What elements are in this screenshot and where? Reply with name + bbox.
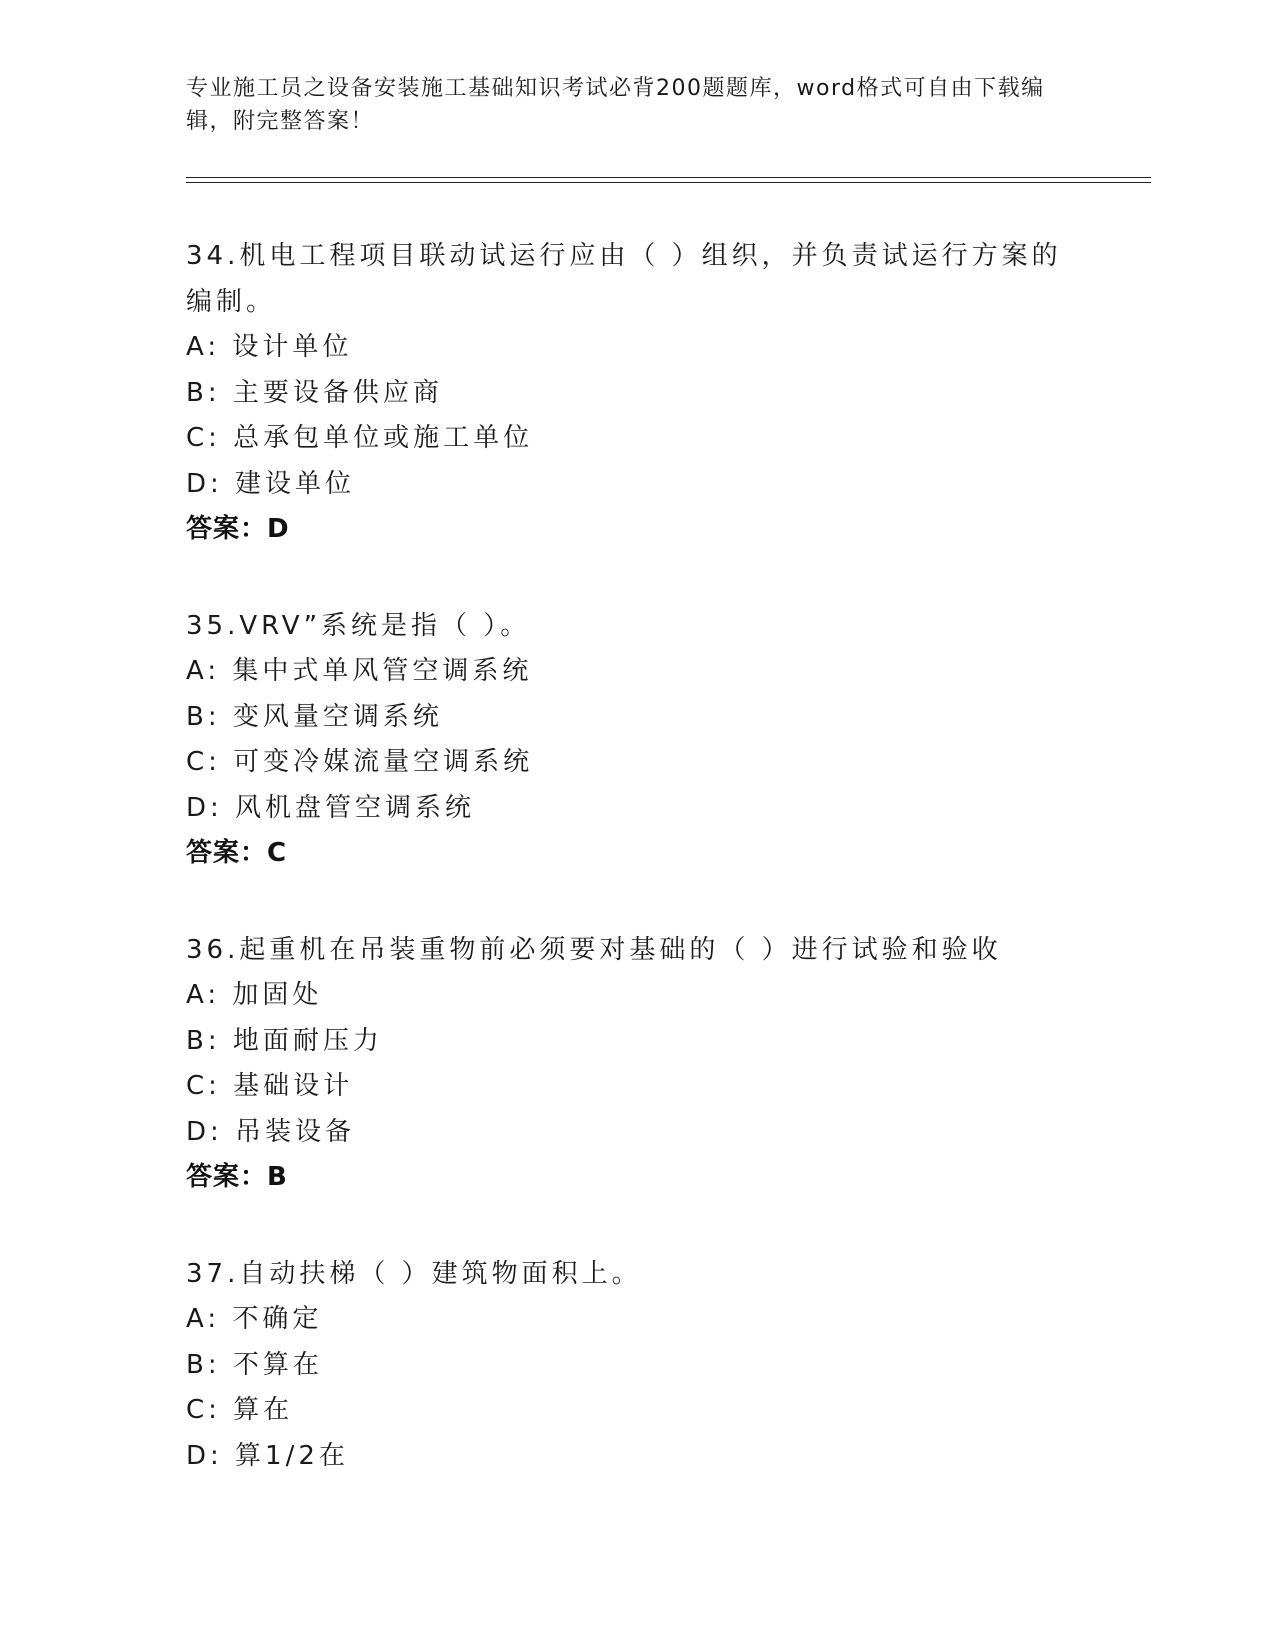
option-a: A: 集中式单风管空调系统 — [186, 656, 533, 686]
question-34 — [186, 234, 1086, 553]
answer-label: 答案：C — [186, 838, 288, 868]
question-text: 35.VRV”系统是指（ ）。 — [186, 610, 531, 641]
option-b: B: 地面耐压力 — [186, 1025, 383, 1056]
option-a: A: 不确定 — [186, 1304, 323, 1334]
option-a: A: 设计单位 — [186, 332, 353, 362]
option-b: B: 主要设备供应商 — [186, 377, 443, 408]
option-c: C: 总承包单位或施工单位 — [186, 423, 534, 453]
option-b: B: 不算在 — [186, 1349, 323, 1380]
option-c: C: 算在 — [186, 1395, 294, 1425]
option-d: D: 吊装设备 — [186, 1116, 356, 1147]
question-36 — [186, 928, 1086, 1201]
answer-label: 答案：B — [186, 1162, 288, 1192]
option-d: D: 风机盘管空调系统 — [186, 792, 476, 823]
option-c: C: 可变冷媒流量空调系统 — [186, 747, 534, 777]
header-divider — [186, 177, 1151, 183]
document-header — [186, 72, 1086, 138]
document-title: 专业施工员之设备安装施工基础知识考试必背200题题库，word格式可自由下载编辑，附完整答案！ — [186, 76, 1045, 134]
question-text: 34.机电工程项目联动试运行应由（ ）组织，并负责试运行方案的编制。 — [186, 241, 1062, 317]
option-d: D: 建设单位 — [186, 468, 356, 499]
question-37 — [186, 1252, 1086, 1480]
question-35 — [186, 604, 1086, 877]
question-text: 37.自动扶梯（ ）建筑物面积上。 — [186, 1258, 642, 1289]
option-d: D: 算1/2在 — [186, 1440, 349, 1471]
question-list — [186, 234, 1086, 1530]
option-c: C: 基础设计 — [186, 1071, 354, 1101]
option-a: A: 加固处 — [186, 980, 323, 1010]
answer-label: 答案：D — [186, 514, 290, 544]
question-text: 36.起重机在吊装重物前必须要对基础的（ ）进行试验和验收 — [186, 934, 1002, 965]
option-b: B: 变风量空调系统 — [186, 701, 443, 732]
